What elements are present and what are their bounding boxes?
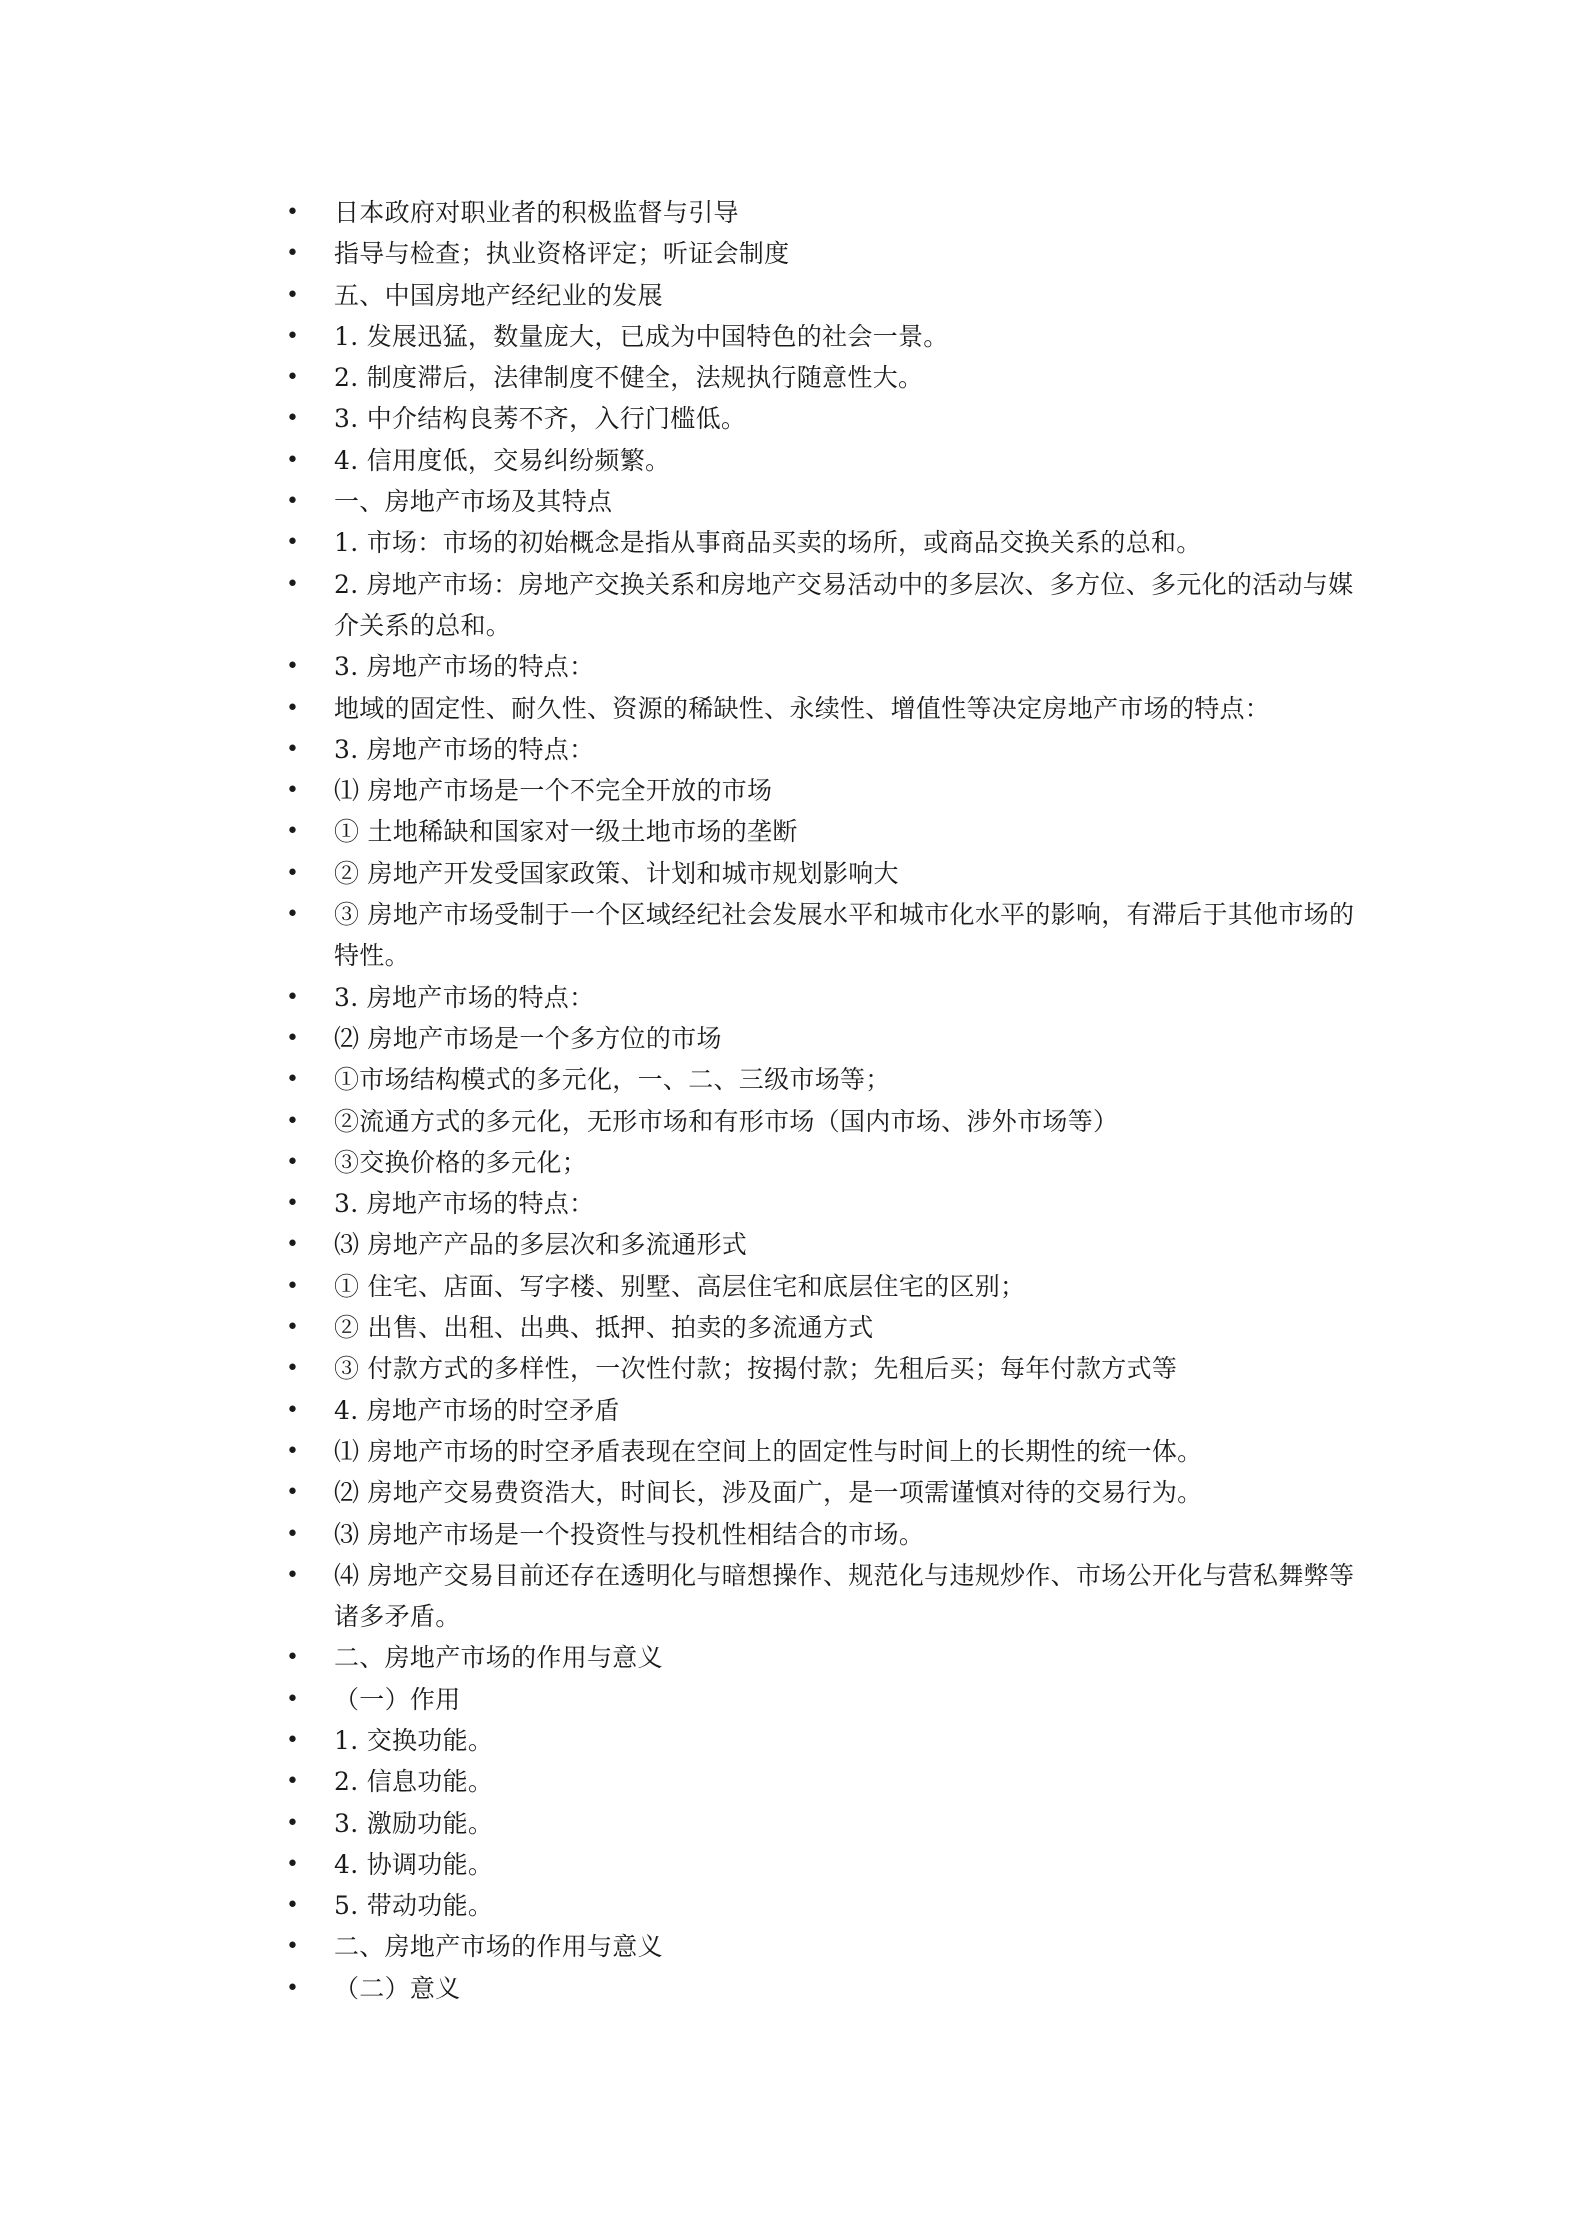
list-item-text: ⑷ 房地产交易目前还存在透明化与暗想操作、规范化与违规炒作、市场公开化与营私舞弊等诸多矛盾。 bbox=[334, 1560, 1355, 1632]
list-item-text: ⑶ 房地产产品的多层次和多流通形式 bbox=[334, 1230, 748, 1260]
list-item-text: ③ 房地产市场受制于一个区域经纪社会发展水平和城市化水平的影响，有滞后于其他市场的特性。 bbox=[334, 900, 1355, 971]
bullet-icon: • bbox=[286, 1769, 300, 1795]
bullet-icon: • bbox=[286, 1480, 300, 1506]
list-item-text: ③ 付款方式的多样性，一次性付款；按揭付款；先租后买；每年付款方式等 bbox=[334, 1354, 1178, 1384]
list-item bbox=[286, 646, 1366, 687]
bullet-icon: • bbox=[286, 819, 300, 845]
bullet-icon: • bbox=[286, 1273, 300, 1299]
list-item bbox=[286, 316, 1366, 357]
list-item bbox=[286, 1761, 1366, 1802]
list-item bbox=[286, 1266, 1366, 1307]
list-item-text: 3. 激励功能。 bbox=[334, 1808, 494, 1838]
list-item-text: ⑴ 房地产市场是一个不完全开放的市场 bbox=[334, 776, 773, 806]
bullet-icon: • bbox=[286, 1397, 300, 1423]
list-item bbox=[286, 1183, 1366, 1224]
bullet-icon: • bbox=[286, 365, 300, 391]
list-item bbox=[286, 1390, 1366, 1431]
bullet-icon: • bbox=[286, 1810, 300, 1836]
list-item bbox=[286, 1307, 1366, 1348]
bullet-icon: • bbox=[286, 695, 300, 721]
list-item bbox=[286, 853, 1366, 894]
list-item-text: 2. 信息功能。 bbox=[334, 1767, 494, 1797]
list-item bbox=[286, 688, 1366, 729]
bullet-icon: • bbox=[286, 241, 300, 267]
bullet-icon: • bbox=[286, 1727, 300, 1753]
bullet-icon: • bbox=[286, 200, 300, 225]
bullet-icon: • bbox=[286, 736, 300, 762]
list-item bbox=[286, 1803, 1366, 1844]
list-item bbox=[286, 1637, 1366, 1678]
bullet-icon: • bbox=[286, 1438, 300, 1464]
list-item-text: 3. 中介结构良莠不齐，入行门槛低。 bbox=[334, 404, 747, 434]
list-item bbox=[286, 1720, 1366, 1761]
list-item bbox=[286, 1968, 1366, 2009]
list-item-text: ③交换价格的多元化； bbox=[334, 1147, 588, 1177]
list-item bbox=[286, 1844, 1366, 1885]
list-item-text: 二、房地产市场的作用与意义 bbox=[334, 1643, 663, 1673]
bullet-icon: • bbox=[286, 282, 300, 308]
list-item bbox=[286, 357, 1366, 398]
bullet-icon: • bbox=[286, 1851, 300, 1877]
bullet-icon: • bbox=[286, 1521, 300, 1547]
list-item bbox=[286, 192, 1366, 233]
list-item-text: 4. 协调功能。 bbox=[334, 1849, 494, 1879]
list-item bbox=[286, 729, 1366, 770]
list-item-text: 2. 房地产市场：房地产交换关系和房地产交易活动中的多层次、多方位、多元化的活动与媒介关系的总和。 bbox=[334, 569, 1354, 640]
list-item bbox=[286, 481, 1366, 522]
list-item bbox=[286, 1679, 1366, 1720]
list-item bbox=[286, 770, 1366, 811]
list-item bbox=[286, 1101, 1366, 1142]
bullet-icon: • bbox=[286, 1025, 300, 1051]
list-item-text: ②流通方式的多元化，无形市场和有形市场（国内市场、涉外市场等） bbox=[334, 1106, 1119, 1136]
list-item bbox=[286, 1472, 1366, 1513]
list-item-text: ① 住宅、店面、写字楼、别墅、高层住宅和底层住宅的区别； bbox=[334, 1271, 1026, 1301]
list-item-text: 1. 市场：市场的初始概念是指从事商品买卖的场所，或商品交换关系的总和。 bbox=[334, 528, 1202, 558]
bullet-icon: • bbox=[286, 1315, 300, 1341]
list-item bbox=[286, 894, 1366, 977]
bullet-icon: • bbox=[286, 1562, 300, 1588]
list-item-text: 日本政府对职业者的积极监督与引导 bbox=[334, 198, 739, 227]
list-item bbox=[286, 1514, 1366, 1555]
list-item-text: 3. 房地产市场的特点： bbox=[334, 652, 595, 682]
bullet-icon: • bbox=[286, 778, 300, 804]
list-item-text: ① 土地稀缺和国家对一级土地市场的垄断 bbox=[334, 817, 798, 847]
list-item bbox=[286, 1926, 1366, 1967]
list-item bbox=[286, 1224, 1366, 1265]
list-item-text: ⑴ 房地产市场的时空矛盾表现在空间上的固定性与时间上的长期性的统一体。 bbox=[334, 1436, 1203, 1466]
bullet-icon: • bbox=[286, 1191, 300, 1217]
list-item-text: 1. 交换功能。 bbox=[334, 1725, 494, 1755]
bullet-icon: • bbox=[286, 984, 300, 1010]
list-item bbox=[286, 1142, 1366, 1183]
bullet-icon: • bbox=[286, 1149, 300, 1175]
list-item-text: ⑵ 房地产交易费资浩大，时间长，涉及面广，是一项需谨慎对待的交易行为。 bbox=[334, 1478, 1203, 1508]
list-item-text: 1. 发展迅猛，数量庞大，已成为中国特色的社会一景。 bbox=[334, 321, 949, 351]
list-item bbox=[286, 1555, 1366, 1638]
list-item bbox=[286, 564, 1366, 647]
list-item-text: ①市场结构模式的多元化，一、二、三级市场等； bbox=[334, 1065, 891, 1095]
bullet-icon: • bbox=[286, 323, 300, 349]
bullet-icon: • bbox=[286, 1686, 300, 1712]
list-item-text: 5. 带动功能。 bbox=[334, 1891, 494, 1921]
list-item-text: 二、房地产市场的作用与意义 bbox=[334, 1932, 663, 1962]
list-item bbox=[286, 1348, 1366, 1389]
list-item-text: 2. 制度滞后，法律制度不健全，法规执行随意性大。 bbox=[334, 363, 924, 393]
bullet-icon: • bbox=[286, 1975, 300, 2001]
bullet-icon: • bbox=[286, 1645, 300, 1671]
list-item bbox=[286, 398, 1366, 439]
list-item-text: 地域的固定性、耐久性、资源的稀缺性、永续性、增值性等决定房地产市场的特点： bbox=[334, 693, 1271, 723]
list-item-text: 4. 房地产市场的时空矛盾 bbox=[334, 1395, 620, 1425]
bullet-icon: • bbox=[286, 1108, 300, 1134]
list-item bbox=[286, 522, 1366, 563]
bullet-icon: • bbox=[286, 571, 300, 597]
bullet-icon: • bbox=[286, 654, 300, 680]
bullet-icon: • bbox=[286, 406, 300, 432]
bullet-icon: • bbox=[286, 1067, 300, 1093]
list-item-text: 指导与检查；执业资格评定；听证会制度 bbox=[334, 239, 790, 269]
list-item bbox=[286, 440, 1366, 481]
list-item-text: 3. 房地产市场的特点： bbox=[334, 982, 595, 1012]
bullet-icon: • bbox=[286, 902, 300, 928]
list-item bbox=[286, 233, 1366, 274]
list-item-text: 4. 信用度低，交易纠纷频繁。 bbox=[334, 445, 671, 475]
bullet-icon: • bbox=[286, 489, 300, 515]
list-item bbox=[286, 1885, 1366, 1926]
bullet-icon: • bbox=[286, 1893, 300, 1919]
list-item bbox=[286, 1018, 1366, 1059]
list-item-text: 一、房地产市场及其特点 bbox=[334, 487, 613, 517]
list-item bbox=[286, 1059, 1366, 1100]
bullet-icon: • bbox=[286, 530, 300, 556]
bullet-icon: • bbox=[286, 860, 300, 886]
list-item-text: ⑵ 房地产市场是一个多方位的市场 bbox=[334, 1023, 722, 1053]
list-item bbox=[286, 1431, 1366, 1472]
list-item-text: 3. 房地产市场的特点： bbox=[334, 734, 595, 764]
bullet-icon: • bbox=[286, 1232, 300, 1258]
list-item-text: ② 出售、出租、出典、抵押、拍卖的多流通方式 bbox=[334, 1313, 874, 1343]
bullet-icon: • bbox=[286, 1356, 300, 1382]
bullet-icon: • bbox=[286, 1934, 300, 1960]
list-item-text: （二）意义 bbox=[334, 1973, 461, 2003]
bullet-list bbox=[286, 192, 1366, 2009]
list-item-text: 3. 房地产市场的特点： bbox=[334, 1189, 595, 1219]
list-item bbox=[286, 275, 1366, 316]
list-item bbox=[286, 811, 1366, 852]
list-item-text: 五、中国房地产经纪业的发展 bbox=[334, 280, 663, 310]
list-item-text: ② 房地产开发受国家政策、计划和城市规划影响大 bbox=[334, 858, 899, 888]
bullet-icon: • bbox=[286, 447, 300, 473]
list-item-text: ⑶ 房地产市场是一个投资性与投机性相结合的市场。 bbox=[334, 1519, 925, 1549]
list-item bbox=[286, 977, 1366, 1018]
list-item-text: （一）作用 bbox=[334, 1684, 461, 1714]
